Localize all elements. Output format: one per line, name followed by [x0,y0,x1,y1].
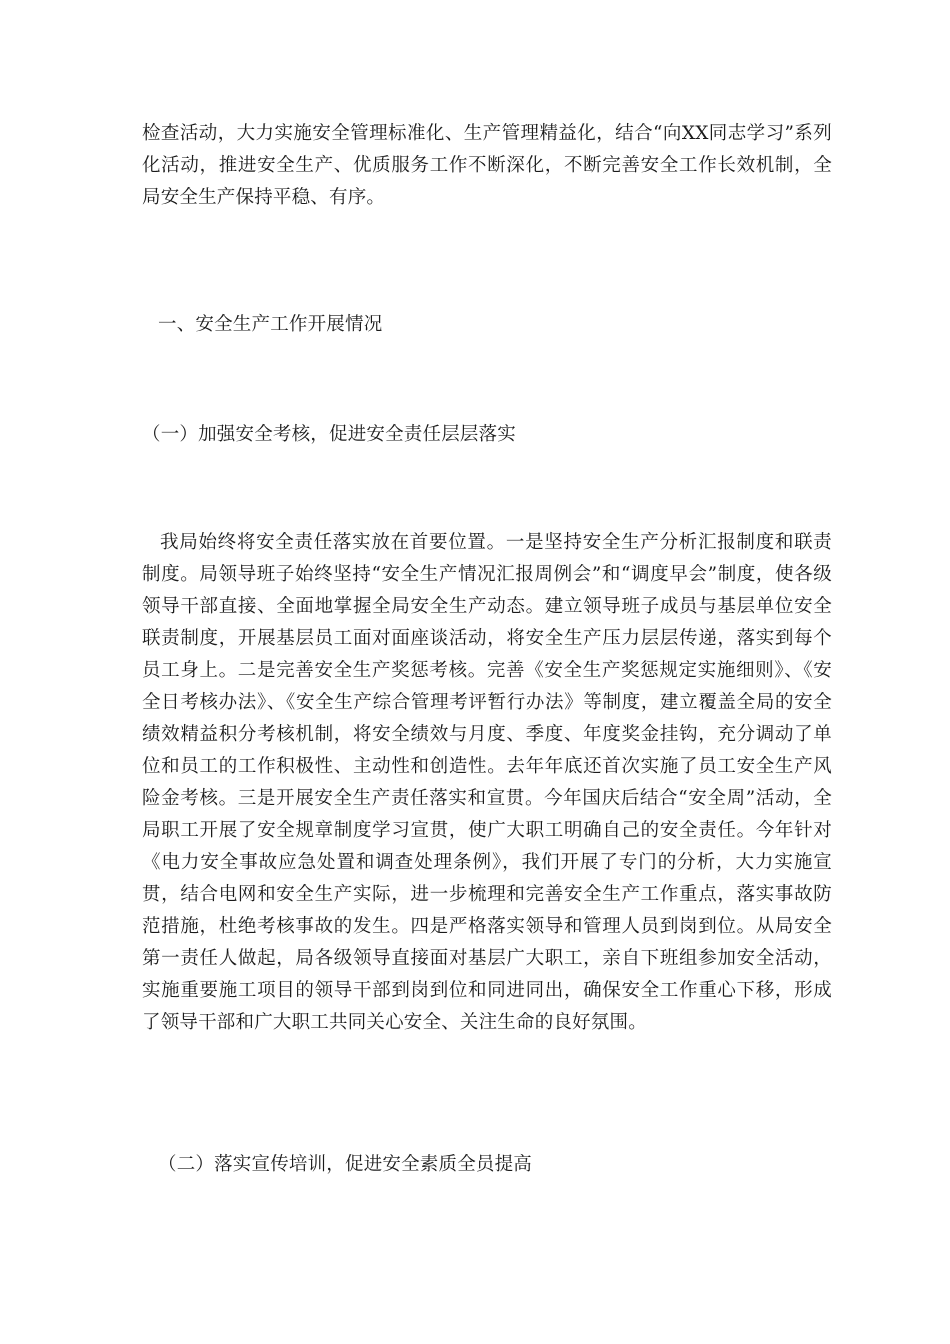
subsection-1-body: 我局始终将安全责任落实放在首要位置。一是坚持安全生产分析汇报制度和联责制度。局领导班子始终坚持“安全生产情况汇报周例会”和“调度早会”制度，使各级领导干部直接、全面地掌握全局安全生产动态。建立领导班子成员与基层单位安全联责制度，开展基层员工面对面座谈活动，将安全生产压力层层传递，落实到每个员工身上。二是完善安全生产奖惩考核。完善《安全生产奖惩规定实施细则》、《安全日考核办法》、《安全生产综合管理考评暂行办法》等制度，建立覆盖全局的安全绩效精益积分考核机制，将安全绩效与月度、季度、年度奖金挂钩，充分调动了单位和员工的工作积极性、主动性和创造性。去年年底还首次实施了员工安全生产风险金考核。三是开展安全生产责任落实和宣贯。今年国庆后结合“安全周”活动，全局职工开展了安全规章制度学习宣贯，使广大职工明确自己的安全责任。今年针对《电力安全事故应急处置和调查处理条例》，我们开展了专门的分析，大力实施宣贯，结合电网和安全生产实际，进一步梳理和完善安全生产工作重点，落实事故防范措施，杜绝考核事故的发生。四是严格落实领导和管理人员到岗到位。从局安全第一责任人做起，局各级领导直接面对基层广大职工，亲自下班组参加安全活动，实施重要施工项目的领导干部到岗到位和同进同出，确保安全工作重心下移，形成了领导干部和广大职工共同关心安全、关注生命的良好氛围。 [142,532,832,1033]
subsection-1-heading: （一）加强安全考核，促进安全责任层层落实 [142,424,517,445]
subsection-2-heading: （二）落实宣传培训，促进安全素质全员提高 [158,1154,533,1175]
section-heading: 一、安全生产工作开展情况 [158,314,383,335]
intro-paragraph: 检查活动，大力实施安全管理标准化、生产管理精益化，结合“向XX同志学习”系列化活动，推进安全生产、优质服务工作不断深化，不断完善安全工作长效机制，全局安全生产保持平稳、有序。 [142,123,833,208]
